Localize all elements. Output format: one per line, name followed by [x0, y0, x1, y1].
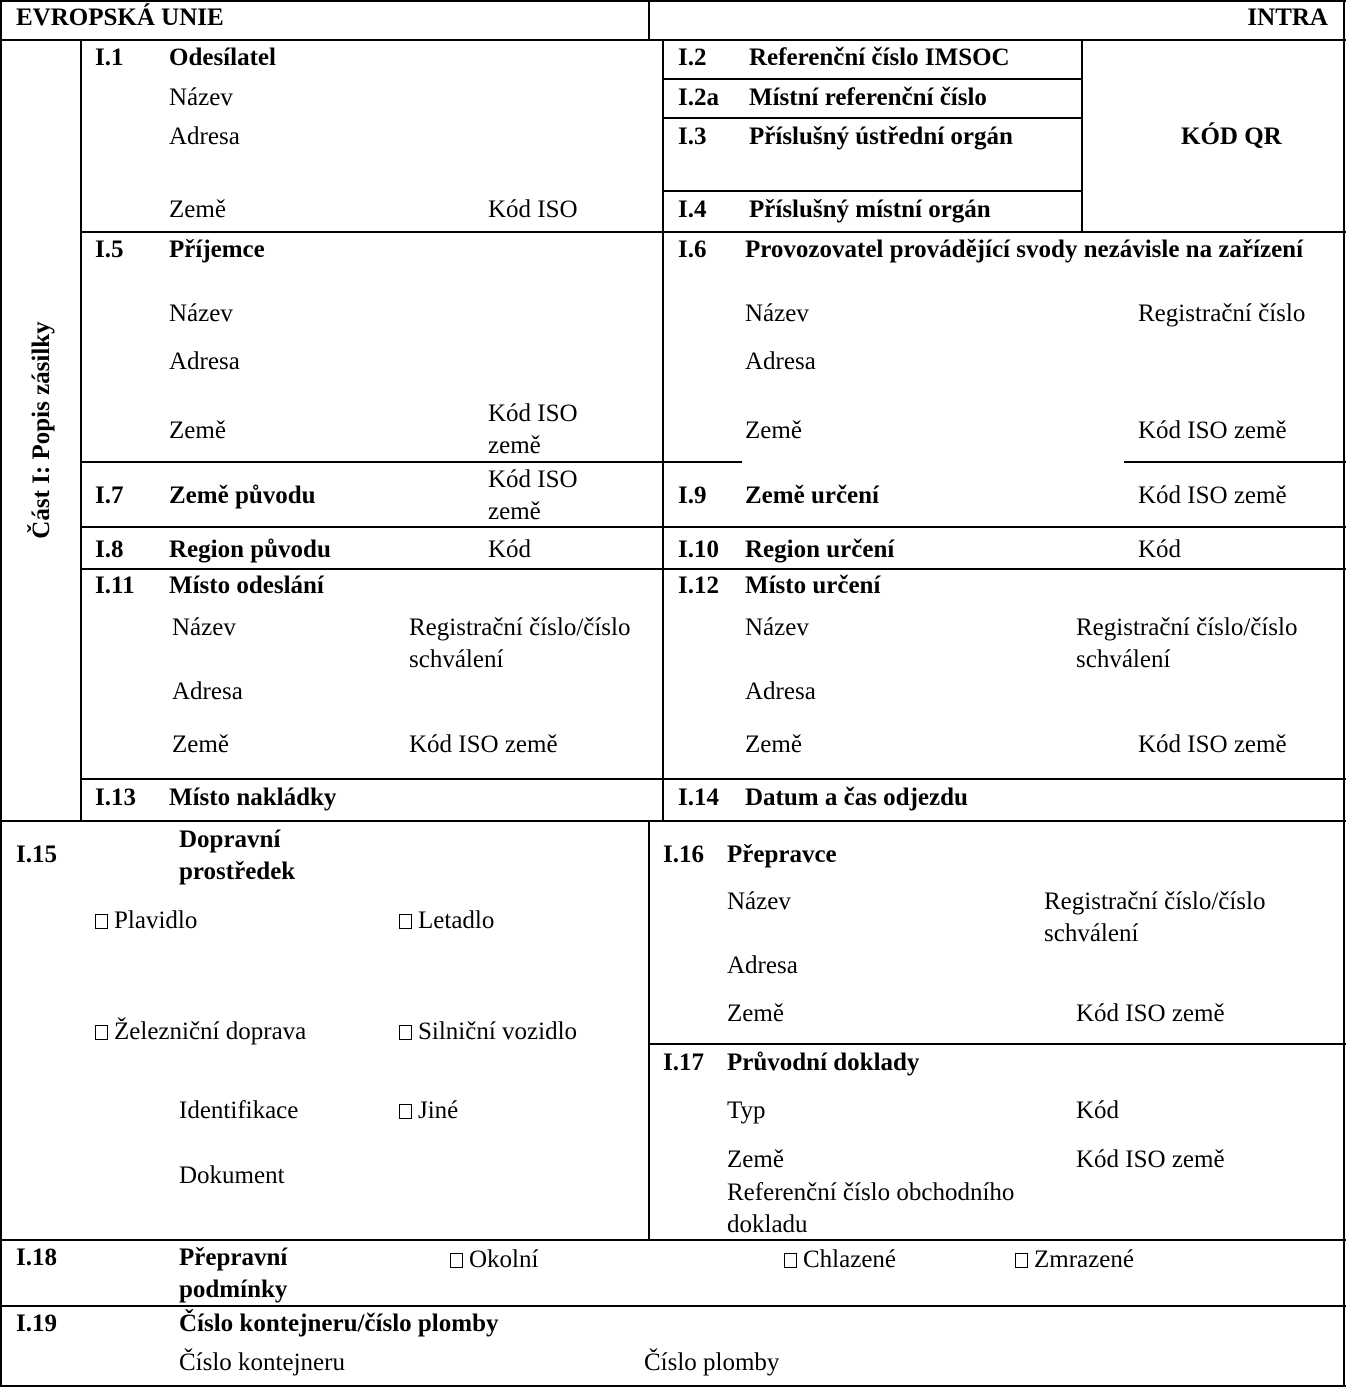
- i19-title: Číslo kontejneru/číslo plomby: [179, 1310, 499, 1337]
- i5-title: Příjemce: [169, 236, 265, 263]
- i12-address-label: Adresa: [745, 678, 816, 705]
- i15-document-label: Dokument: [179, 1162, 285, 1189]
- i18-title: Přepravní podmínky: [179, 1244, 288, 1303]
- i16-reg-label: Registrační číslo/číslo schválení: [1044, 888, 1266, 947]
- i15-option-ship[interactable]: [95, 905, 197, 937]
- i2a-number: I.2a: [678, 84, 719, 111]
- i11-title: Místo odeslání: [169, 572, 324, 599]
- i12-title: Místo určení: [745, 572, 881, 599]
- i3-title: Příslušný ústřední orgán: [749, 123, 1013, 150]
- i1-name-label: Název: [169, 84, 233, 111]
- i11-country-label: Země: [172, 731, 229, 758]
- i15-title: Dopravní prostředek: [179, 826, 296, 885]
- side-label: Část I: Popis zásilky: [28, 321, 55, 539]
- i15-option-rail-label: Železniční doprava: [114, 1018, 307, 1045]
- i13-number: I.13: [95, 784, 136, 811]
- i5-country-label: Země: [169, 417, 226, 444]
- i1-title: Odesílatel: [169, 44, 276, 71]
- i5-address-label: Adresa: [169, 348, 240, 375]
- i6-title: Provozovatel provádějící svody nezávisle na zařízení: [745, 236, 1304, 263]
- i15-option-ship-label: Plavidlo: [114, 907, 198, 934]
- i6-address-label: Adresa: [745, 348, 816, 375]
- i8-code-label: Kód: [488, 536, 532, 563]
- header-intra: INTRA: [1247, 4, 1328, 31]
- i3-number: I.3: [678, 123, 707, 150]
- i15-identification-label: Identifikace: [179, 1097, 299, 1124]
- i15-number: I.15: [16, 841, 57, 868]
- i1-number: I.1: [95, 44, 124, 71]
- i15-option-other[interactable]: [399, 1095, 458, 1127]
- qr-code-label: KÓD QR: [1181, 123, 1282, 150]
- i7-iso-label: Kód ISO země: [488, 466, 578, 525]
- i17-title: Průvodní doklady: [727, 1049, 920, 1076]
- checkbox-icon[interactable]: [399, 1025, 412, 1040]
- i1-iso-label: Kód ISO: [488, 196, 578, 223]
- checkbox-icon[interactable]: [399, 914, 412, 929]
- i10-code-label: Kód: [1138, 536, 1182, 563]
- i16-address-label: Adresa: [727, 952, 798, 979]
- i7-title: Země původu: [169, 482, 316, 509]
- i11-name-label: Název: [172, 614, 236, 641]
- i12-country-label: Země: [745, 731, 802, 758]
- checkbox-icon[interactable]: [95, 1025, 108, 1040]
- i2-number: I.2: [678, 44, 707, 71]
- i15-option-other-label: Jiné: [418, 1097, 459, 1124]
- i6-country-label: Země: [745, 417, 802, 444]
- i6-iso-label: Kód ISO země: [1138, 417, 1287, 444]
- i15-option-road-label: Silniční vozidlo: [418, 1018, 578, 1045]
- i14-number: I.14: [678, 784, 719, 811]
- checkbox-icon[interactable]: [399, 1104, 412, 1119]
- i10-number: I.10: [678, 536, 719, 563]
- i12-number: I.12: [678, 572, 719, 599]
- i14-title: Datum a čas odjezdu: [745, 784, 968, 811]
- i17-iso-label: Kód ISO země: [1076, 1146, 1225, 1173]
- i16-name-label: Název: [727, 888, 791, 915]
- i6-name-label: Název: [745, 300, 809, 327]
- i11-number: I.11: [95, 572, 135, 599]
- i17-number: I.17: [663, 1049, 704, 1076]
- i5-iso-label: Kód ISO země: [488, 400, 578, 459]
- i12-name-label: Název: [745, 614, 809, 641]
- i12-reg-label: Registrační číslo/číslo schválení: [1076, 614, 1298, 673]
- i5-name-label: Název: [169, 300, 233, 327]
- i17-country-label: Země: [727, 1146, 784, 1173]
- i11-iso-label: Kód ISO země: [409, 731, 558, 758]
- checkbox-icon[interactable]: [784, 1253, 797, 1268]
- i7-number: I.7: [95, 482, 124, 509]
- checkbox-icon[interactable]: [1015, 1253, 1028, 1268]
- i16-iso-label: Kód ISO země: [1076, 1000, 1225, 1027]
- i1-address-label: Adresa: [169, 123, 240, 150]
- i8-title: Region původu: [169, 536, 331, 563]
- i13-title: Místo nakládky: [169, 784, 337, 811]
- i2-title: Referenční číslo IMSOC: [749, 44, 1010, 71]
- i10-title: Region určení: [745, 536, 895, 563]
- i1-country-label: Země: [169, 196, 226, 223]
- i15-option-plane-label: Letadlo: [418, 907, 495, 934]
- i18-number: I.18: [16, 1244, 57, 1271]
- i17-type-label: Typ: [727, 1097, 766, 1124]
- i19-container-label: Číslo kontejneru: [179, 1349, 345, 1376]
- i18-option-ambient-label: Okolní: [469, 1246, 539, 1273]
- i11-reg-label: Registrační číslo/číslo schválení: [409, 614, 631, 673]
- i11-address-label: Adresa: [172, 678, 243, 705]
- i6-reg-label: Registrační číslo: [1138, 300, 1306, 327]
- i16-number: I.16: [663, 841, 704, 868]
- i17-code-label: Kód: [1076, 1097, 1120, 1124]
- checkbox-icon[interactable]: [450, 1253, 463, 1268]
- i15-option-plane[interactable]: [399, 905, 494, 937]
- i16-title: Přepravce: [727, 841, 837, 868]
- i6-number: I.6: [678, 236, 707, 263]
- i5-number: I.5: [95, 236, 124, 263]
- i15-option-rail[interactable]: [95, 1016, 306, 1048]
- i2a-title: Místní referenční číslo: [749, 84, 987, 111]
- i19-number: I.19: [16, 1310, 57, 1337]
- i18-option-ambient[interactable]: [450, 1244, 538, 1276]
- i17-reference-label: Referenční číslo obchodního dokladu: [727, 1179, 1015, 1238]
- i16-country-label: Země: [727, 1000, 784, 1027]
- i18-option-chilled[interactable]: [784, 1244, 896, 1276]
- i19-seal-label: Číslo plomby: [644, 1349, 780, 1376]
- i18-option-frozen-label: Zmrazené: [1034, 1246, 1134, 1273]
- i18-option-chilled-label: Chlazené: [803, 1246, 897, 1273]
- i12-iso-label: Kód ISO země: [1138, 731, 1287, 758]
- i9-number: I.9: [678, 482, 707, 509]
- i9-title: Země určení: [745, 482, 879, 509]
- i4-number: I.4: [678, 196, 707, 223]
- header-eu: EVROPSKÁ UNIE: [16, 4, 224, 31]
- i8-number: I.8: [95, 536, 124, 563]
- i9-iso-label: Kód ISO země: [1138, 482, 1287, 509]
- i4-title: Příslušný místní orgán: [749, 196, 991, 223]
- i15-option-road[interactable]: [399, 1016, 577, 1048]
- checkbox-icon[interactable]: [95, 914, 108, 929]
- i18-option-frozen[interactable]: [1015, 1244, 1134, 1276]
